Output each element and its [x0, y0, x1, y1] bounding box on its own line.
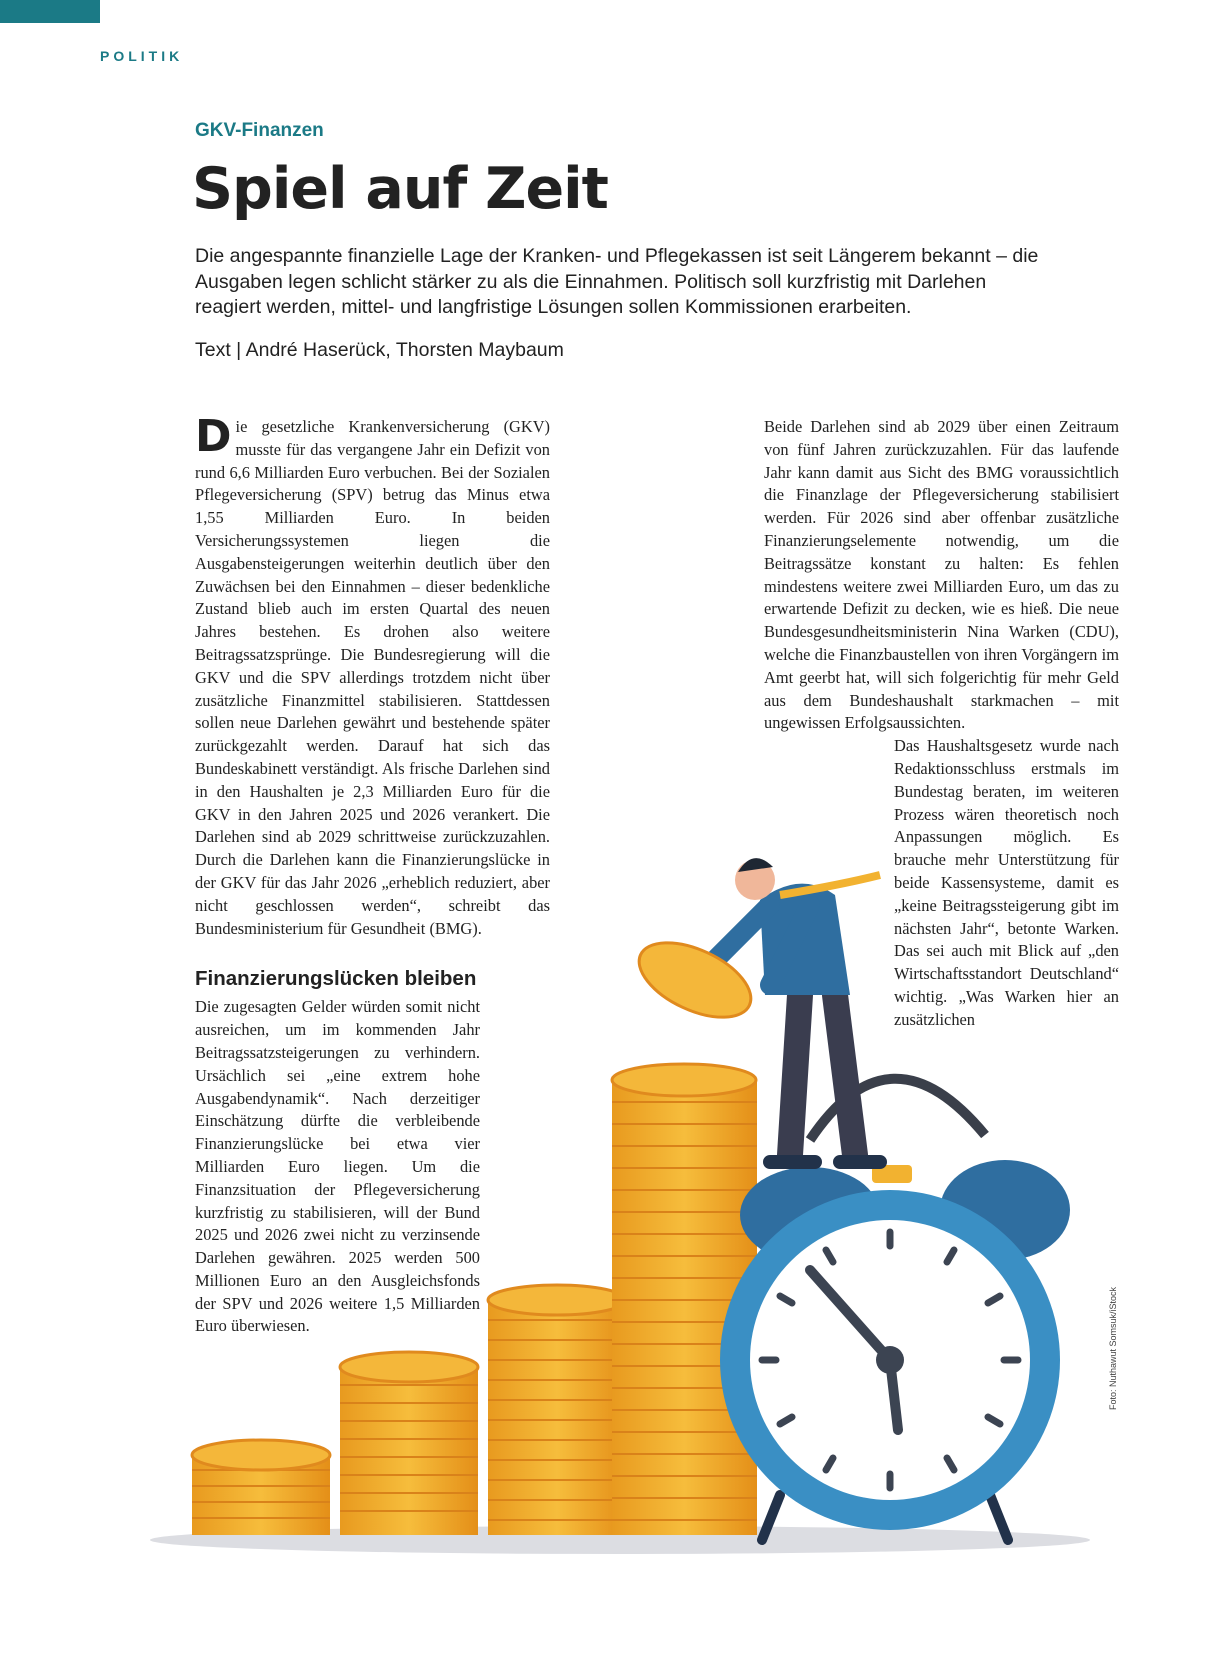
column-1	[195, 411, 550, 1338]
paragraph-text: ie gesetzliche Krankenversicherung (GKV) musste für das vergangene Jahr ein Defizit von rund 6,6 Milliarden Euro verbuchen. Bei der Sozialen Pflegeversicherung (SPV) betrug das Minus etwa 1,55 Milliarden Euro. In beiden Versicherungssystemen liegen die Ausgabensteigerungen weiterhin deutlich über den Zuwächsen bei den Einnahmen – dieser bedenkliche Zustand blieb auch im ersten Quartal des neuen Jahres bestehen. Es drohen also weitere Beitragssatzsprünge. Die Bundesregierung will die GKV und die SPV allerdings trotzdem nicht über zusätzliche Finanzmittel stabilisieren. Stattdessen sollen neue Darlehen gewährt und bestehende später zurückgezahlt werden. Darauf hat sich das Bundeskabinett verständigt. Als frische Darlehen sind in den Haushalten je 2,3 Milliarden Euro für die GKV in den Jahren 2025 und 2026 verankert. Die Darlehen sind ab 2029 schrittweise zurückzuzahlen. Durch die Darlehen kann die Finanzierungslücke in der GKV für das Jahr 2026 „erheblich reduziert, aber nicht geschlossen werden“, schreibt das Bundesministerium für Gesundheit (BMG).	[195, 417, 550, 938]
paragraph: Die zugesagten Gelder würden somit nicht ausreichen, um im kommenden Jahr Beitragssatzsteigerungen zu verhindern. Ursächlich sei „eine extrem hohe Ausgabendynamik“. Nach derzeitiger Einschätzung dürfte die verbleibende Finanzierungslücke bei etwa vier Milliarden Euro liegen. Um die Finanzsituation der Pflegeversicherung kurzfristig zu stabilisieren, will der Bund 2025 und 2026 zwei nicht zu verzinsende Darlehen gewähren. 2025 werden 500 Millionen Euro an den Ausgleichsfonds der SPV und 2026 weitere 1,5 Milliarden Euro überwiesen.	[195, 997, 480, 1336]
alarm-clock	[720, 1079, 1070, 1540]
photo-credit: Foto: Nuthawut Somsuk/iStock	[1108, 1286, 1118, 1410]
section-label: POLITIK	[100, 48, 184, 64]
paragraph	[195, 411, 550, 940]
byline: Text | André Haserück, Thorsten Maybaum	[195, 339, 564, 361]
paragraph: Das Haushaltsgesetz wurde nach Redaktionsschluss erstmals im Bundestag beraten, im weiteren Prozess wären theoretisch noch Anpassungen möglich. Es brauche mehr Unterstützung für beide Kassensysteme, damit es „keine Beitragssteigerung gibt im nächsten Jahr“, betonte Warken. Das sei auch mit Blick auf „den Wirtschaftsstandort Deutschland“ wichtig. „Was Warken hier an zusätzlichen	[894, 736, 1119, 1029]
lead-paragraph: Die angespannte finanzielle Lage der Kranken- und Pflegekassen ist seit Längerem bekannt – die Ausgaben legen schlicht stärker zu als die Einnahmen. Politisch soll kurzfristig mit Darlehen reagiert werden, mittel- und langfristige Lösungen sollen Kommissionen erarbeiten.	[195, 245, 1039, 318]
column-2	[764, 416, 1119, 1032]
subheading: Finanzierungslücken bleiben	[195, 967, 477, 991]
drop-cap: D	[195, 411, 232, 462]
kicker: GKV-Finanzen	[195, 120, 324, 141]
accent-bar	[0, 0, 100, 23]
paragraph: Beide Darlehen sind ab 2029 über einen Zeitraum von fünf Jahren zurückzuzahlen. Für das laufende Jahr kann damit aus Sicht des BMG voraussichtlich die Finanzlage der Pflegeversicherung stabilisiert werden. Für 2026 sind aber offenbar zusätzliche Finanzierungselemente notwendig, um die Beitragssätze konstant zu halten: Es fehlen mindestens weitere zwei Milliarden Euro, um das zu erwartende Defizit zu decken, wie es hieß. Die neue Bundesgesundheitsministerin Nina Warken (CDU), welche die Finanzbaustellen von ihren Vorgängern im Amt geerbt hat, will sich folgerichtig für mehr Geld aus dem Bundeshaushalt starkmachen – mit ungewissen Erfolgsaussichten.	[764, 417, 1119, 733]
ground-shadow	[150, 1526, 1090, 1554]
headline: Spiel auf Zeit	[192, 156, 608, 222]
